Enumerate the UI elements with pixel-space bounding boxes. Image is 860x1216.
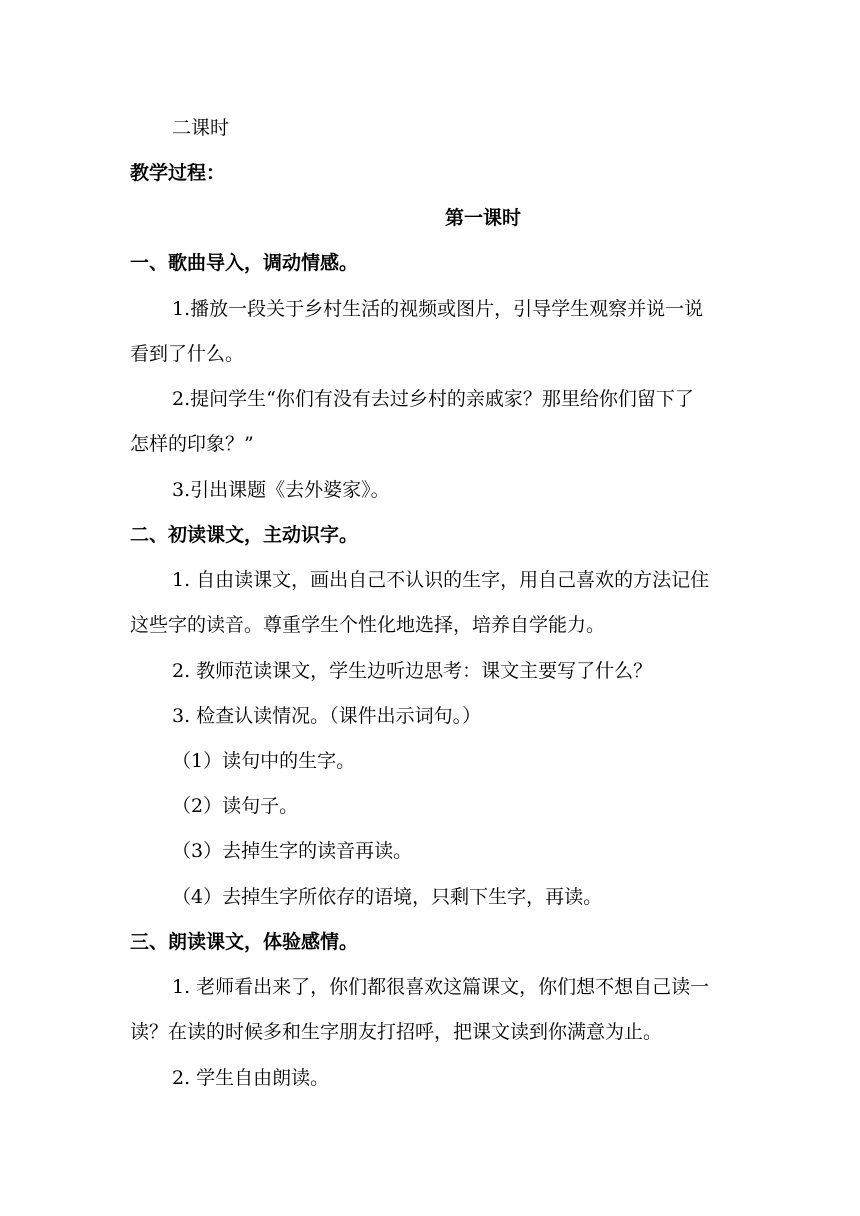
paragraph-line: 看到了什么。 (130, 343, 245, 365)
list-item: （2）读句子。 (172, 795, 299, 817)
section-heading: 教学过程： (130, 162, 226, 184)
paragraph-line: 这些字的读音。尊重学生个性化地选择，培养自学能力。 (130, 614, 606, 636)
section-heading: 一、歌曲导入，调动情感。 (130, 252, 359, 274)
paragraph-line: 1. 自由读课文，画出自己不认识的生字，用自己喜欢的方法记住 (172, 569, 710, 591)
section-heading: 二、初读课文，主动识字。 (130, 524, 359, 546)
paragraph-line: 读？在读的时候多和生字朋友打招呼，把课文读到你满意为止。 (130, 1021, 663, 1043)
paragraph-line: 怎样的印象？” (130, 433, 254, 455)
paragraph-line: 1.播放一段关于乡村生活的视频或图片，引导学生观察并说一说 (172, 298, 704, 320)
paragraph-line: 3. 检查认读情况。（课件出示词句。） (172, 705, 482, 727)
paragraph-line: 3.引出课题《去外婆家》。 (172, 479, 390, 501)
text-line: 二课时 (172, 117, 230, 139)
list-item: （1）读句中的生字。 (172, 750, 356, 772)
list-item: （4）去掉生字所依存的语境，只剩下生字，再读。 (172, 886, 603, 908)
lesson-title: 第一课时 (444, 207, 521, 229)
paragraph-line: 2.提问学生“你们有没有去过乡村的亲戚家？那里给你们留下了 (172, 388, 694, 410)
section-heading: 三、朗读课文，体验感情。 (130, 931, 359, 953)
paragraph-line: 2. 教师范读课文，学生边听边思考：课文主要写了什么？ (172, 660, 653, 682)
paragraph-line: 2. 学生自由朗读。 (172, 1067, 330, 1089)
paragraph-line: 1. 老师看出来了，你们都很喜欢这篇课文，你们想不想自己读一 (172, 976, 710, 998)
list-item: （3）去掉生字的读音再读。 (172, 840, 413, 862)
